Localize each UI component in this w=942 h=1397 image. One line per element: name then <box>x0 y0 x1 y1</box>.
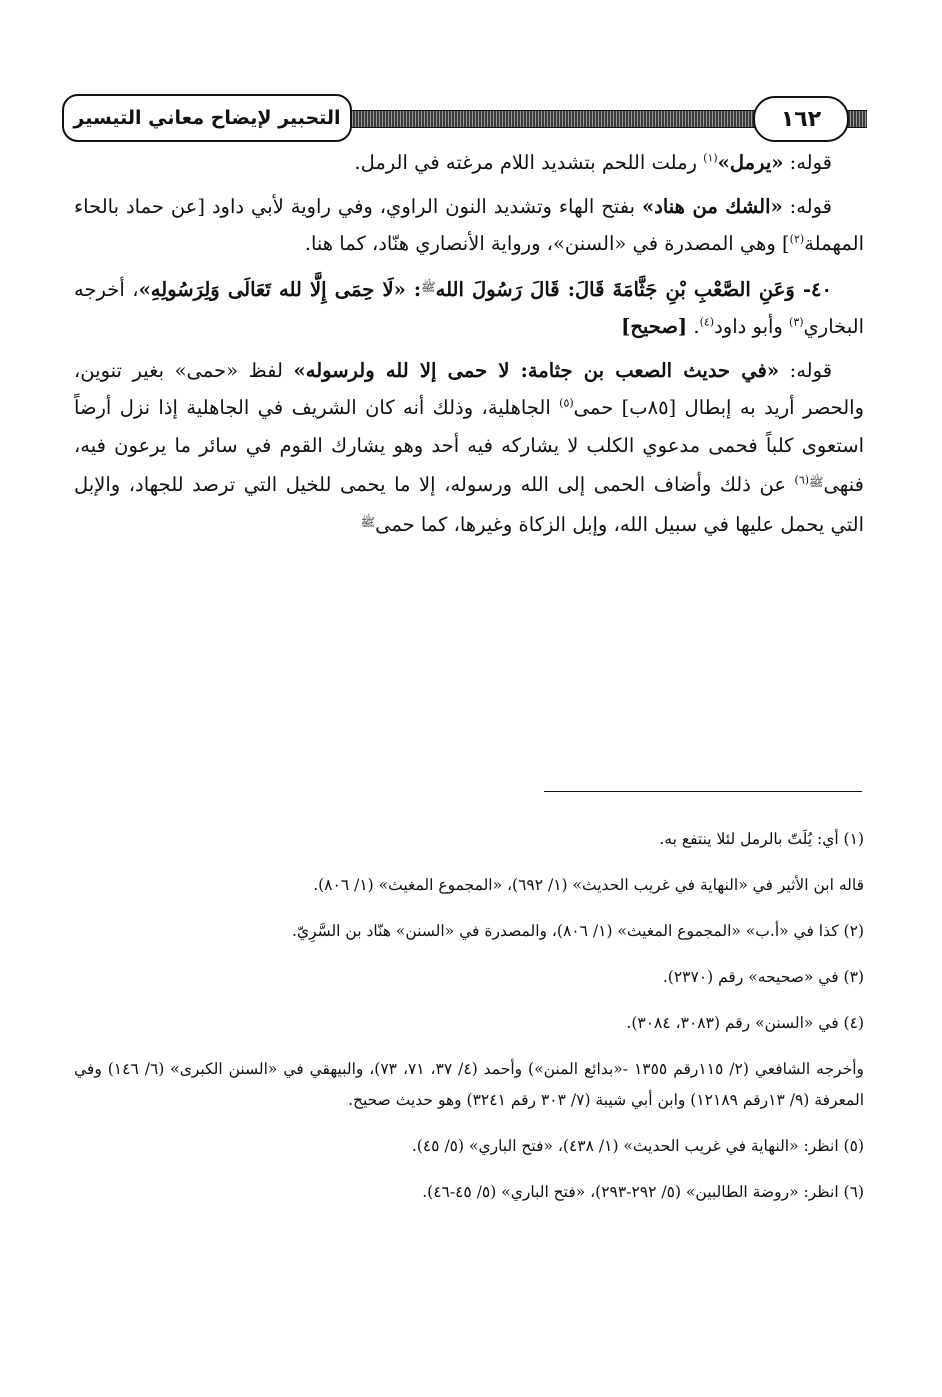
footnote-ref-4: (٤) <box>699 315 715 329</box>
footnote-ref-2: (٢) <box>789 232 805 246</box>
paragraph-text: عن ذلك وأضاف الحمى إلى الله ورسوله، إلا ما يحمى للخيل التي ترصد للجهاد، والإبل التي يحمل عليها في سبيل الله، وإبل الزكاة وغيرها، كما حمى <box>74 473 864 536</box>
paragraph-text: بفتح الهاء وتشديد النون الراوي، وفي راوية لأبي داود [عن حماد بالحاء المهملة <box>74 194 864 255</box>
paragraph-hima <box>74 352 864 544</box>
footnote-1-continued: قاله ابن الأثير في «النهاية في غريب الحديث» (١/ ٦٩٢)، «المجموع المغيث» (١/ ٨٠٦). <box>313 876 864 894</box>
hadith-text: : «لَا حِمَى إِلَّا لله تَعَالَى وَلِرَسُولِهِ» <box>138 277 422 301</box>
paragraph-yarmul <box>74 144 864 182</box>
honorific-glyph: ﷺ <box>360 514 376 529</box>
paragraph-text: ] وهي المصدرة في «السنن»، ورواية الأنصاري هنّاد، كما هنا. <box>304 232 790 255</box>
footnote-5: (٥) انظر: «النهاية في غريب الحديث» (١/ ٤٣٨)، «فتح الباري» (٥/ ٤٥). <box>411 1137 864 1155</box>
page-number: ١٦٢ <box>753 96 849 142</box>
book-title: التحبير لإيضاح معاني التيسير <box>62 94 352 142</box>
paragraph-prefix: قوله: <box>782 194 832 218</box>
hadith-grade: [صحيح] <box>621 315 688 338</box>
footnote-ref-6: (٦) <box>794 473 810 487</box>
footnote-ref-3: (٣) <box>789 315 804 329</box>
paragraph-text: الجاهلية، وذلك أنه كان الشريف في الجاهلية إذا نزل أرضاً استعوى كلباً فحمى مدعوي الكلب لا يشاركه فيه أحد وهو يشارك القوم في سائر ما يرعون فيه، فنهى <box>74 396 864 496</box>
footnote-4: (٤) في «السنن» رقم (٣٠٨٣، ٣٠٨٤). <box>626 1014 864 1032</box>
hadith-40 <box>74 269 864 346</box>
footnote-4-continued: وأخرجه الشافعي (٢/ ١١٥رقم ١٣٥٥ -«بدائع المنن») وأحمد (٤/ ٣٧، ٧١، ٧٣)، والبيهقي في «السنن الكبرى» (٦/ ١٤٦) وفي المعرفة (٩/ ١٣رقم ١٢١٨٩) وابن أبي شيبة (٧/ ٣٠٣ رقم ٣٢٤١) وهو حديث صحيح. <box>74 1060 864 1109</box>
paragraph-text: لفظ «حمى» بغير تنوين، والحصر أريد به إبطال [٨٥ب] حمى <box>74 358 864 419</box>
footnote-3: (٣) في «صحيحه» رقم (٢٣٧٠). <box>662 968 864 986</box>
takhrij-text: ، أخرجه البخاري <box>74 277 864 338</box>
takhrij-text: . <box>687 315 700 338</box>
honorific-glyph: ﷺ <box>421 279 436 294</box>
footnotes <box>74 824 864 1208</box>
footnote-ref-1: (١) <box>703 151 718 165</box>
main-text <box>74 144 864 543</box>
footnote-ref-5: (٥) <box>559 396 574 410</box>
quoted-term: «يرمل» <box>717 151 784 174</box>
paragraph-text: رملت اللحم بتشديد اللام مرغته في الرمل. <box>354 151 704 174</box>
footnote-separator <box>544 791 862 792</box>
hadith-text: ٤٠- وَعَنِ الصَّعْبِ بْنِ جَثَّامَةَ قَالَ: قَالَ رَسُولَ الله <box>435 277 832 301</box>
footnote-6: (٦) انظر: «روضة الطالبين» (٥/ ٢٩٢-٢٩٣)، «فتح الباري» (٥/ ٤٥-٤٦). <box>422 1183 864 1201</box>
page-header <box>62 92 867 144</box>
footnote-1: (١) أي: يُلَتّ بالرمل لئلا ينتفع به. <box>659 830 864 848</box>
paragraph-prefix: قوله: <box>783 151 832 174</box>
paragraph-hannad <box>74 188 864 263</box>
footnote-2: (٢) كذا في «أ.ب» «المجموع المغيث» (١/ ٨٠٦)، والمصدرة في «السنن» هنّاد بن السَّرِيّ. <box>292 922 864 940</box>
quoted-term: «الشك من هناد» <box>641 194 783 218</box>
paragraph-prefix: قوله: <box>779 358 833 382</box>
honorific-glyph: ﷺ <box>809 475 824 489</box>
takhrij-text: وأبو داود <box>714 315 790 338</box>
quoted-term: «في حديث الصعب بن جثامة: لا حمى إلا لله ولرسوله» <box>293 358 780 382</box>
